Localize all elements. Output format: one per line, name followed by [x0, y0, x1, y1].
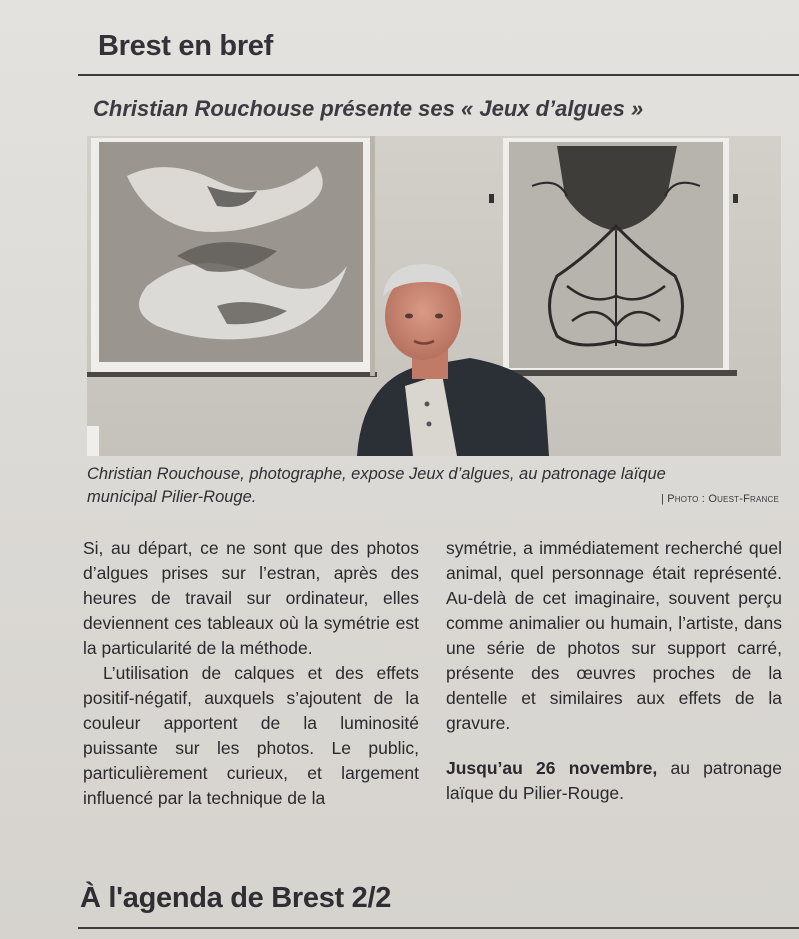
photo-credit: | Photo : Ouest-France: [660, 493, 779, 505]
wall-marker: [733, 194, 738, 203]
section-title: Brest en bref: [98, 30, 273, 62]
next-section-title: À l'agenda de Brest 2/2: [80, 882, 392, 914]
article-headline: Christian Rouchouse présente ses « Jeux d’algues »: [93, 96, 644, 121]
caption-line-1: Christian Rouchouse, photographe, expose Jeux d’algues, au patronage laïque: [87, 465, 666, 483]
paragraph-gap: [446, 736, 782, 756]
paragraph: symétrie, a immédiatement recherché quel animal, quel personnage était représenté. Au-delà de cet imaginaire, souvent perçu comme animalier ou humain, l’artiste, dans une série de photos sur support carré, présente des œuvres proches de la dentelle et similaires aux effets de la gravure.: [446, 538, 782, 733]
artwork-left: [87, 138, 377, 377]
caption-line-2: municipal Pilier-Rouge.: [87, 488, 257, 506]
section-rule-bottom: [78, 927, 799, 929]
exhibition-photo-illustration: [87, 136, 781, 456]
panel-edge: [370, 136, 375, 376]
artwork-right: [497, 138, 737, 376]
event-dates-rest: au patronage laïque du Pilier-Rouge.: [446, 758, 782, 803]
article-column-right: [446, 536, 782, 806]
section-rule-top: [78, 74, 799, 76]
side-panel: [87, 426, 99, 456]
article-column-left: [83, 536, 419, 811]
paragraph: L’utilisation de calques et des effets positif-négatif, auxquels s’ajoutent de la couleur apportent de la luminosité puissante sur les photos. Le public, particulièrement curieux, et largement influencé par la technique de la: [83, 663, 419, 808]
event-dates: [446, 756, 782, 806]
event-dates-bold: Jusqu’au 26 novembre,: [446, 758, 658, 778]
paragraph: Si, au départ, ce ne sont que des photos d’algues prises sur l’estran, après des heures de travail sur ordinateur, elles deviennent ces tableaux où la symétrie est la particularité de la méthode.: [83, 538, 419, 658]
wall-marker: [489, 194, 494, 203]
article-photo: [87, 136, 781, 456]
